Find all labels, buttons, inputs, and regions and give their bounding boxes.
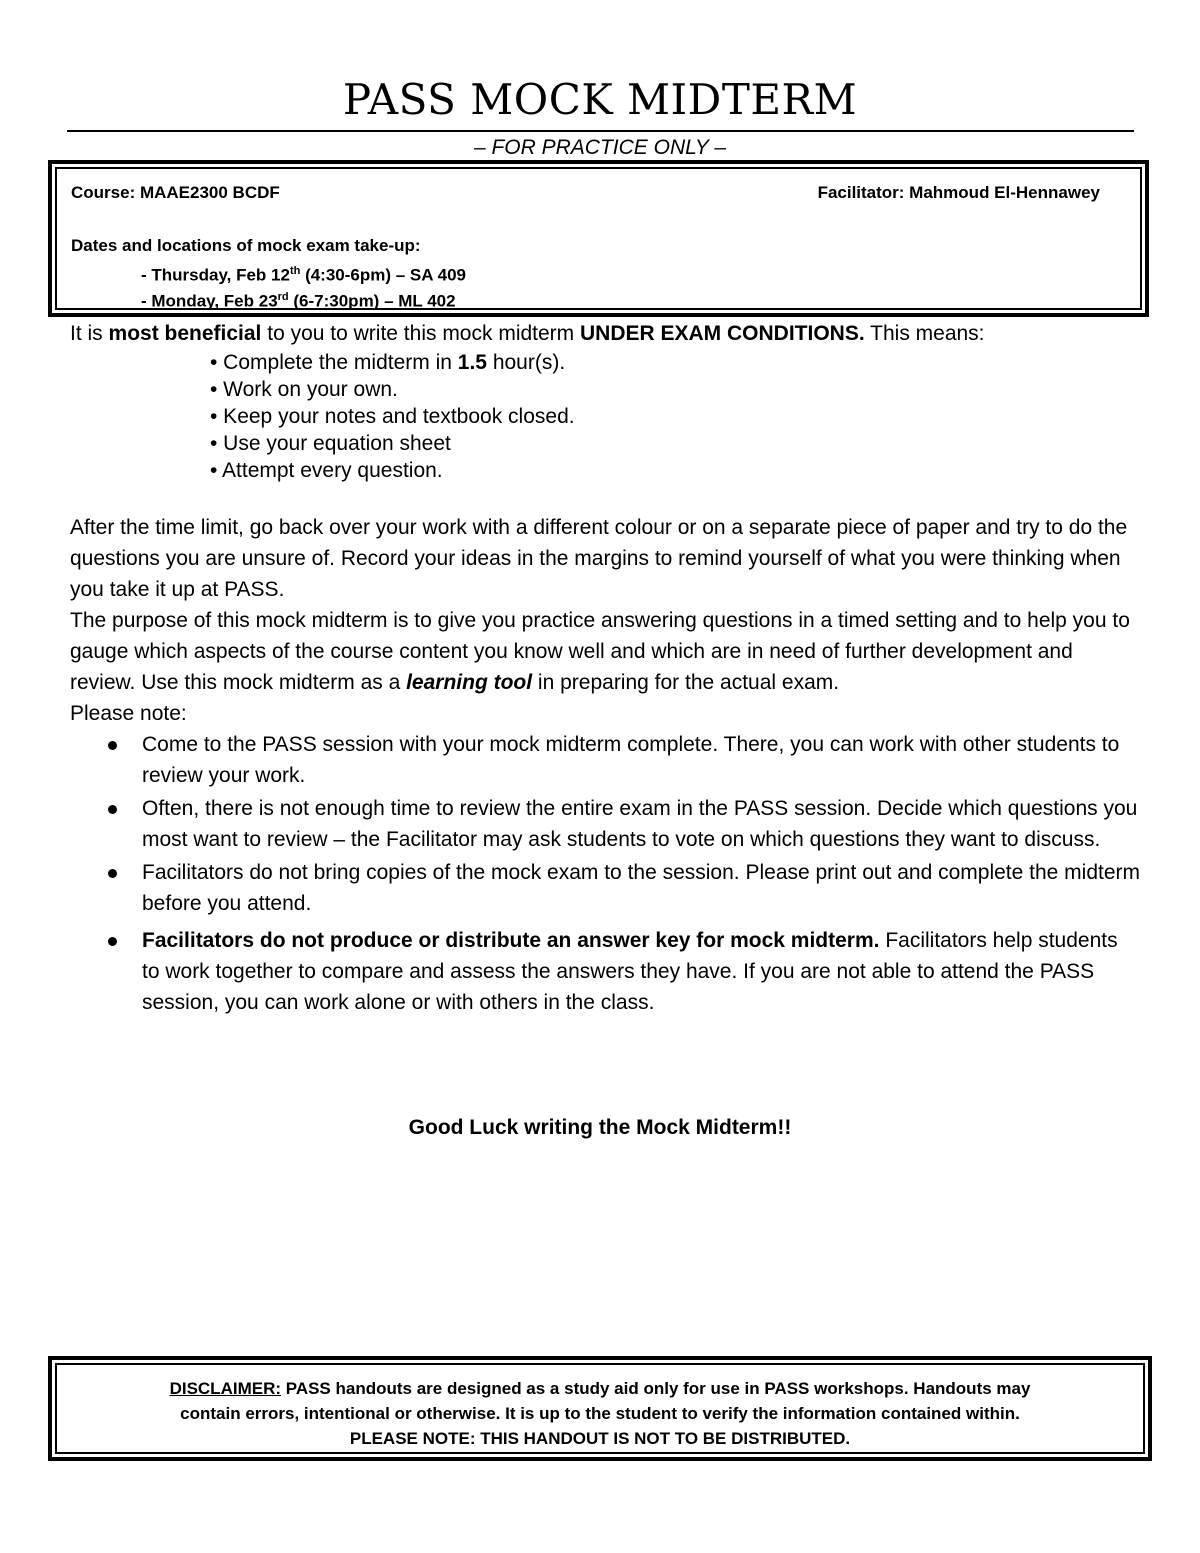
note-item bbox=[70, 925, 1140, 1018]
disclaimer-line: PLEASE NOTE: THIS HANDOUT IS NOT TO BE DISTRIBUTED. bbox=[349, 1429, 851, 1448]
after-time-paragraph: After the time limit, go back over your work with a different colour or on a separate piece of paper and try to do the questions you are unsure of. Record your ideas in the margins to remind yourself of what you were thinking when you take it up at PASS. bbox=[70, 516, 1128, 601]
condition-text: • Complete the midterm in bbox=[210, 351, 458, 374]
condition-item: • Attempt every question. bbox=[210, 459, 443, 482]
note-text: Often, there is not enough time to review the entire exam in the PASS session. Decide which questions you most want to review – the Facilitator may ask students to vote on which questions they want to discuss. bbox=[142, 797, 1138, 851]
intro-emphasis: most beneficial bbox=[108, 322, 262, 345]
condition-item: • Work on your own. bbox=[210, 378, 398, 401]
bullet-icon bbox=[108, 869, 117, 878]
date-superscript: th bbox=[289, 265, 301, 277]
facilitator-label: Facilitator: Mahmoud El-Hennawey bbox=[817, 183, 1100, 202]
spacer bbox=[70, 484, 1140, 512]
disclaimer-inner bbox=[55, 1363, 1145, 1454]
intro-text: This means: bbox=[864, 322, 985, 345]
disclaimer-line bbox=[57, 1376, 1143, 1401]
date-item-monday bbox=[141, 287, 456, 312]
date-text: - Thursday, Feb 12 bbox=[141, 265, 290, 285]
intro-text: to you to write this mock midterm bbox=[261, 322, 580, 345]
course-label: Course: MAAE2300 BCDF bbox=[71, 183, 280, 202]
date-text: - Monday, Feb 23 bbox=[141, 291, 278, 311]
note-item bbox=[70, 793, 1140, 855]
notes-list bbox=[70, 729, 1140, 1018]
good-luck-message: Good Luck writing the Mock Midterm!! bbox=[408, 1116, 792, 1139]
disclaimer-box bbox=[48, 1356, 1152, 1461]
note-item bbox=[70, 729, 1140, 791]
disclaimer-line: contain errors, intentional or otherwise. It is up to the student to verify the information contained within. bbox=[180, 1404, 1020, 1423]
intro-emphasis: UNDER EXAM CONDITIONS. bbox=[580, 322, 865, 345]
exam-conditions-list bbox=[70, 349, 1140, 484]
condition-item: • Use your equation sheet bbox=[210, 432, 451, 455]
note-item bbox=[70, 857, 1140, 919]
page-subtitle: – FOR PRACTICE ONLY – bbox=[473, 136, 727, 159]
note-text: Facilitators do not bring copies of the mock exam to the session. Please print out and complete the midterm before you attend. bbox=[142, 861, 1141, 915]
purpose-text: The purpose of this mock midterm is to give you practice answering questions in a timed setting and to help you to gauge which aspects of the course content you know well and which are in need of further development and review. Use this mock midterm as a bbox=[70, 609, 1130, 694]
course-info-box bbox=[48, 160, 1149, 317]
condition-hours: 1.5 bbox=[457, 351, 487, 374]
bullet-icon bbox=[108, 805, 117, 814]
note-text: Come to the PASS session with your mock midterm complete. There, you can work with other students to review your work. bbox=[142, 733, 1120, 787]
page-title: PASS MOCK MIDTERM bbox=[342, 75, 858, 124]
note-emphasis: Facilitators do not produce or distribute an answer key for mock midterm. bbox=[142, 929, 880, 952]
course-info-inner bbox=[55, 167, 1142, 310]
note-text: Facilitators help students to work together to compare and assess the answers they have. If you are not able to attend the PASS session, you can work alone or with others in the class. bbox=[142, 929, 1118, 1014]
date-details: (4:30-6pm) – SA 409 bbox=[300, 265, 467, 285]
learning-tool-emphasis: learning tool bbox=[406, 671, 533, 694]
date-details: (6-7:30pm) – ML 402 bbox=[288, 291, 456, 311]
please-note-label: Please note: bbox=[70, 702, 187, 725]
main-content bbox=[70, 318, 1140, 1020]
bullet-icon bbox=[108, 937, 117, 946]
purpose-paragraph bbox=[70, 605, 1140, 698]
disclaimer-text: PASS handouts are designed as a study aid only for use in PASS workshops. Handouts may bbox=[281, 1379, 1031, 1398]
intro-paragraph bbox=[70, 318, 1140, 349]
condition-item: • Keep your notes and textbook closed. bbox=[210, 405, 575, 428]
bullet-icon bbox=[108, 741, 117, 750]
title-divider bbox=[67, 130, 1134, 132]
disclaimer-label: DISCLAIMER: bbox=[169, 1379, 282, 1398]
purpose-text: in preparing for the actual exam. bbox=[532, 671, 840, 694]
intro-text: It is bbox=[70, 322, 109, 345]
date-superscript: rd bbox=[277, 291, 289, 303]
condition-item bbox=[210, 349, 1140, 376]
condition-text: hour(s). bbox=[486, 351, 566, 374]
dates-heading: Dates and locations of mock exam take-up: bbox=[71, 236, 421, 255]
date-item-thursday bbox=[141, 261, 466, 286]
